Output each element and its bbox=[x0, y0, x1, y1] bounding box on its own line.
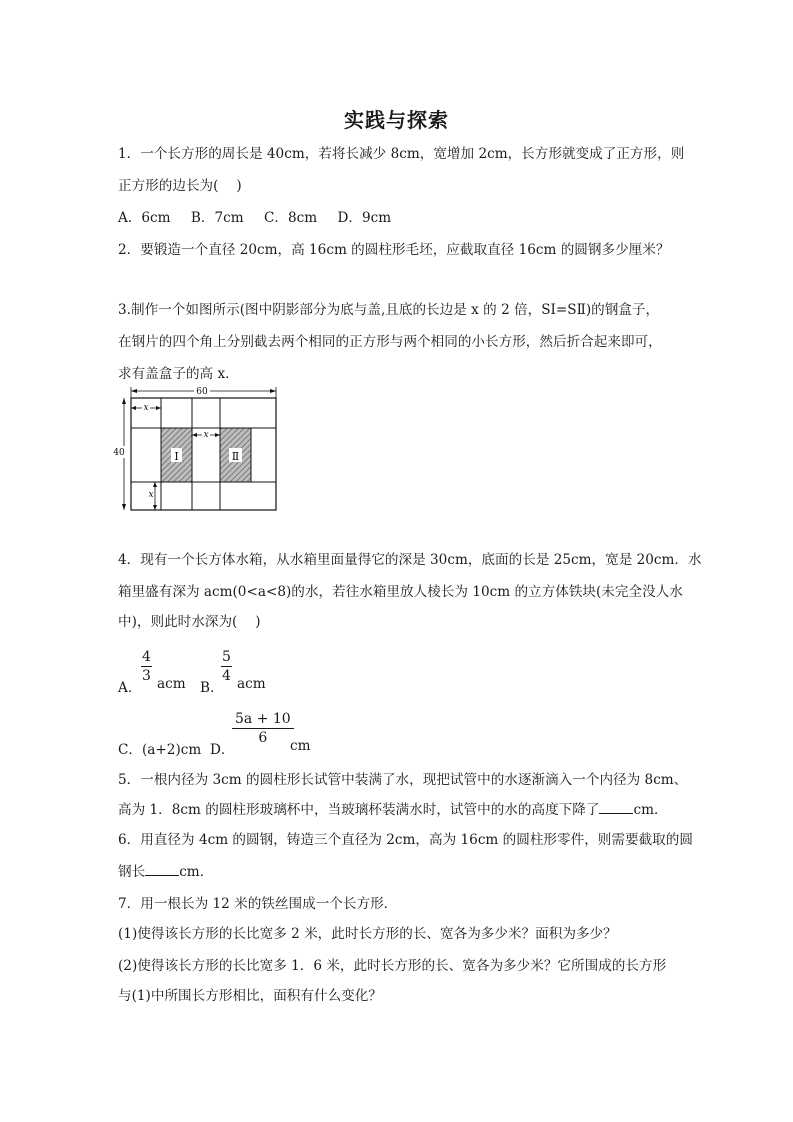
dimension-60: 60 bbox=[196, 387, 208, 397]
x-label-middle: x bbox=[203, 430, 209, 440]
q1-option-b: B．7cm bbox=[190, 210, 244, 226]
q1-line1: 1．一个长方形的周长是 40cm，若将长减少 8cm，宽增加 2cm，长方形就变成了正方形，则 bbox=[118, 146, 685, 162]
q6-line1: 6．用直径为 4cm 的圆钢，铸造三个直径为 2cm，高为 16cm 的圆柱形零件，则需要截取的圆 bbox=[118, 832, 693, 848]
q1-line2: 正方形的边长为( ) bbox=[118, 178, 242, 194]
q3-line1: 3.制作一个如图所示(图中阴影部分为底与盖,且底的长边是 x 的 2 倍，SⅠ=SⅡ)的钢盒子， bbox=[118, 302, 660, 318]
q4-option-a-label: A． bbox=[118, 680, 142, 696]
q4-option-d-fraction bbox=[232, 710, 294, 747]
region-label-1: Ⅰ bbox=[174, 450, 179, 463]
q4-option-b-fraction bbox=[221, 648, 232, 685]
q4-option-a-fraction bbox=[141, 648, 152, 685]
q6-answer-blank[interactable] bbox=[145, 863, 179, 876]
page-title: 实践与探索 bbox=[344, 108, 449, 132]
q5-line2-unit: cm． bbox=[633, 802, 668, 818]
q4-option-b-denominator: 4 bbox=[222, 668, 231, 684]
dimension-40: 40 bbox=[113, 448, 125, 458]
q5-line2 bbox=[118, 800, 668, 820]
q4-option-c: C．(a+2)cm bbox=[118, 742, 202, 758]
q4-line3: 中)，则此时水深为( ) bbox=[118, 614, 261, 630]
q4-option-a-numerator: 4 bbox=[142, 649, 151, 665]
q7-line1: 7．用一根长为 12 米的铁丝围成一个长方形． bbox=[118, 896, 398, 912]
x-label-bottom: x bbox=[148, 490, 154, 500]
q4-option-b-numerator: 5 bbox=[222, 649, 231, 665]
q1-option-a: A．6cm bbox=[118, 210, 171, 226]
q6-line2-unit: cm． bbox=[179, 864, 214, 880]
q5-line1: 5．一根内径为 3cm 的圆柱形长试管中装满了水，现把试管中的水逐渐滴入一个内径为 8cm、 bbox=[118, 772, 688, 788]
q5-answer-blank[interactable] bbox=[599, 801, 633, 814]
q4-line2: 箱里盛有深为 acm(0<a<8)的水，若往水箱里放人棱长为 10cm 的立方体铁块(未完全没人水 bbox=[118, 584, 683, 600]
q4-option-b-unit: acm bbox=[237, 676, 266, 692]
q4-option-d-numerator: 5a + 10 bbox=[232, 710, 294, 729]
q2-line1: 2．要锻造一个直径 20cm，高 16cm 的圆柱形毛坯，应截取直径 16cm 的圆钢多少厘米？ bbox=[118, 242, 670, 258]
q3-line2: 在钢片的四个角上分别截去两个相同的正方形与两个相同的小长方形，然后折合起来即可， bbox=[118, 334, 662, 350]
q5-line2-text: 高为 1．8cm 的圆柱形玻璃杯中，当玻璃杯装满水时，试管中的水的高度下降了 bbox=[118, 802, 600, 818]
q4-option-a-unit: acm bbox=[157, 676, 186, 692]
q4-option-b-label: B． bbox=[200, 680, 224, 696]
q4-line1: 4．现有一个长方体水箱，从水箱里面量得它的深是 30cm，底面的长是 25cm，宽是 20cm．水 bbox=[118, 552, 702, 568]
q6-line2 bbox=[118, 862, 213, 882]
q4-option-d-unit: cm bbox=[290, 738, 311, 754]
q4-option-d-label: D． bbox=[210, 742, 235, 758]
q6-line2-text: 钢长 bbox=[118, 864, 146, 880]
q7-line2: (1)使得该长方形的长比宽多 2 米，此时长方形的长、宽各为多少米？面积为多少？ bbox=[118, 926, 617, 942]
q1-options bbox=[118, 208, 407, 228]
q4-option-a-denominator: 3 bbox=[142, 668, 151, 684]
q7-line4: 与(1)中所围长方形相比，面积有什么变化？ bbox=[118, 988, 382, 1004]
q1-option-c: C．8cm bbox=[263, 210, 318, 226]
region-label-2: Ⅱ bbox=[231, 450, 240, 463]
q7-line3: (2)使得该长方形的长比宽多 1．6 米，此时长方形的长、宽各为多少米？它所围成的长方形 bbox=[118, 958, 667, 974]
x-label-top: x bbox=[143, 403, 149, 413]
q4-option-d-denominator: 6 bbox=[258, 730, 268, 746]
q3-line3: 求有盖盒子的高 x． bbox=[118, 366, 239, 382]
q1-option-d: D．9cm bbox=[337, 210, 392, 226]
q3-box-figure bbox=[113, 386, 281, 514]
